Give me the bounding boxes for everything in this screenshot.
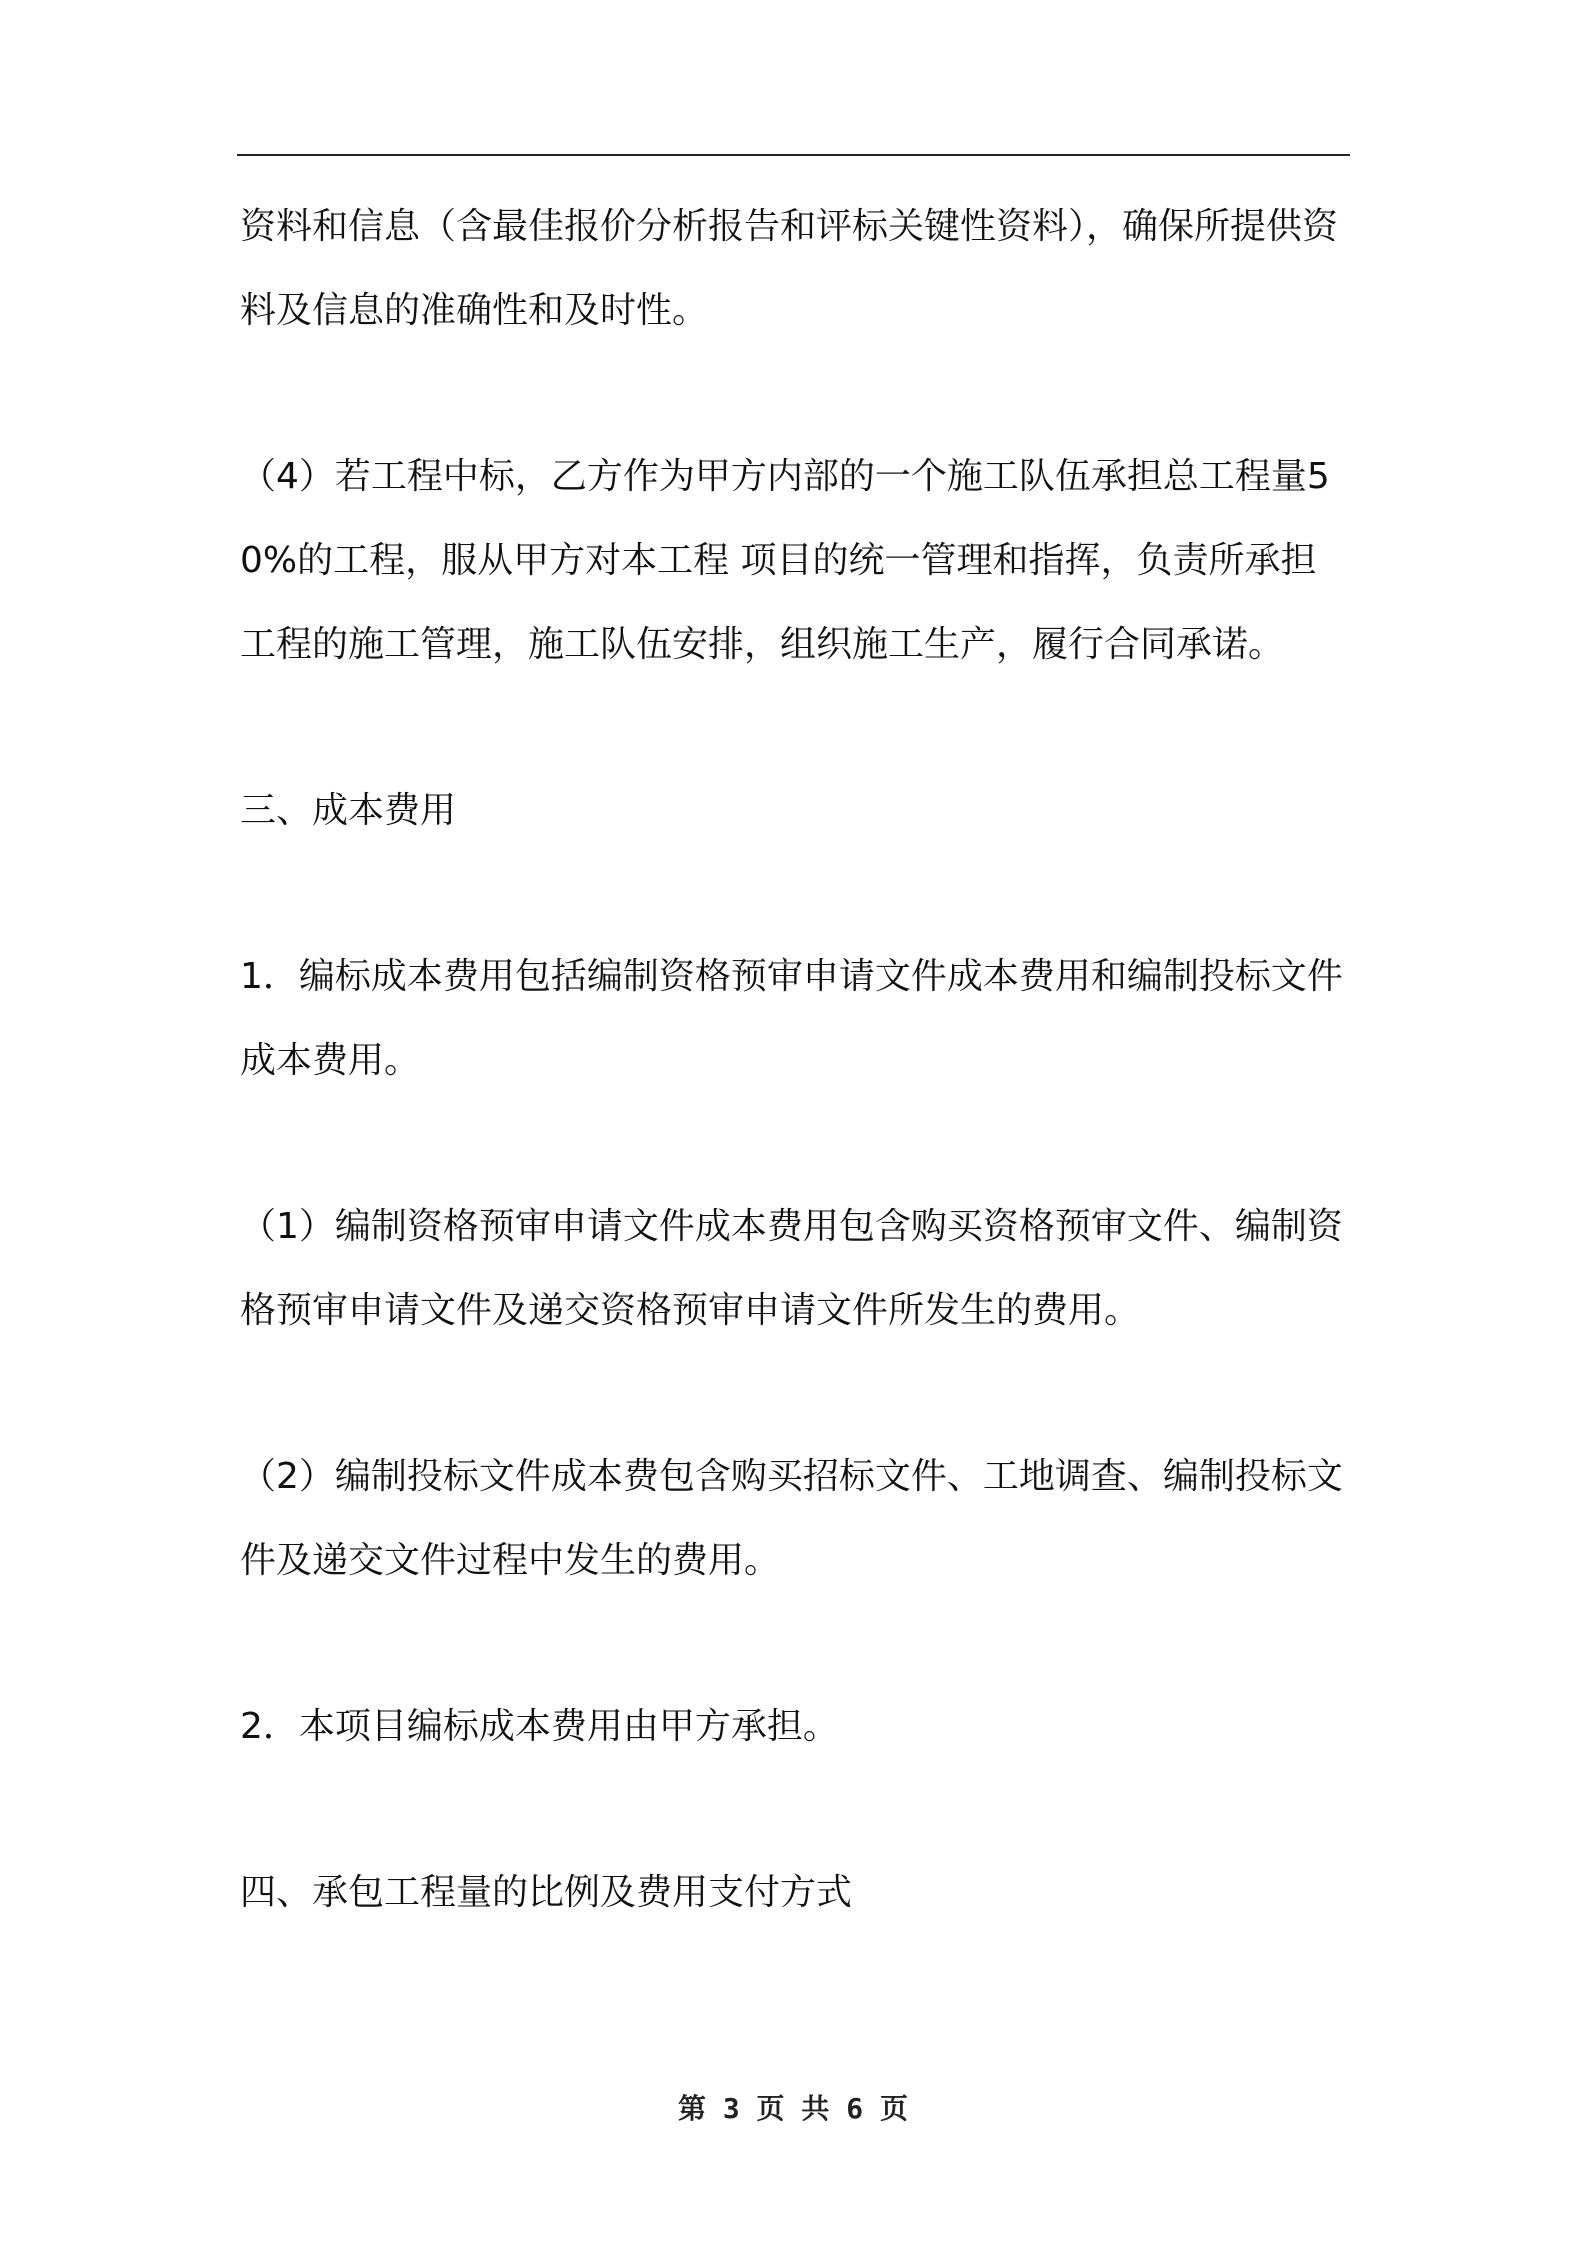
section-heading-cost: 三、成本费用 xyxy=(240,790,457,831)
paragraph-subitem-1: （1）编制资格预审申请文件成本费用包含购买资格预审文件、编制资格预审申请文件及递交资格预审申请文件所发生的费用。 xyxy=(240,1206,1343,1331)
paragraph-subitem-2: （2）编制投标文件成本费包含购买招标文件、工地调查、编制投标文件及递交文件过程中发生的费用。 xyxy=(240,1456,1343,1581)
paragraph-item-2: 2．本项目编标成本费用由甲方承担。 xyxy=(240,1706,839,1747)
paragraph-continuation: 资料和信息（含最佳报价分析报告和评标关键性资料），确保所提供资料及信息的准确性和及时性。 xyxy=(240,206,1339,331)
document-body xyxy=(240,185,1350,1935)
paragraph-item-1: 1．编标成本费用包括编制资格预审申请文件成本费用和编制投标文件成本费用。 xyxy=(240,956,1343,1081)
paragraph-item-4: （4）若工程中标，乙方作为甲方内部的一个施工队伍承担总工程量50%的工程，服从甲方对本工程 项目的统一管理和指挥，负责所承担工程的施工管理，施工队伍安排，组织施工生产，履行合同承诺。 xyxy=(240,456,1330,665)
section-heading-ratio: 四、承包工程量的比例及费用支付方式 xyxy=(240,1872,853,1913)
page-number-footer: 第 3 页 共 6 页 xyxy=(677,2092,908,2125)
header-divider xyxy=(237,154,1350,156)
